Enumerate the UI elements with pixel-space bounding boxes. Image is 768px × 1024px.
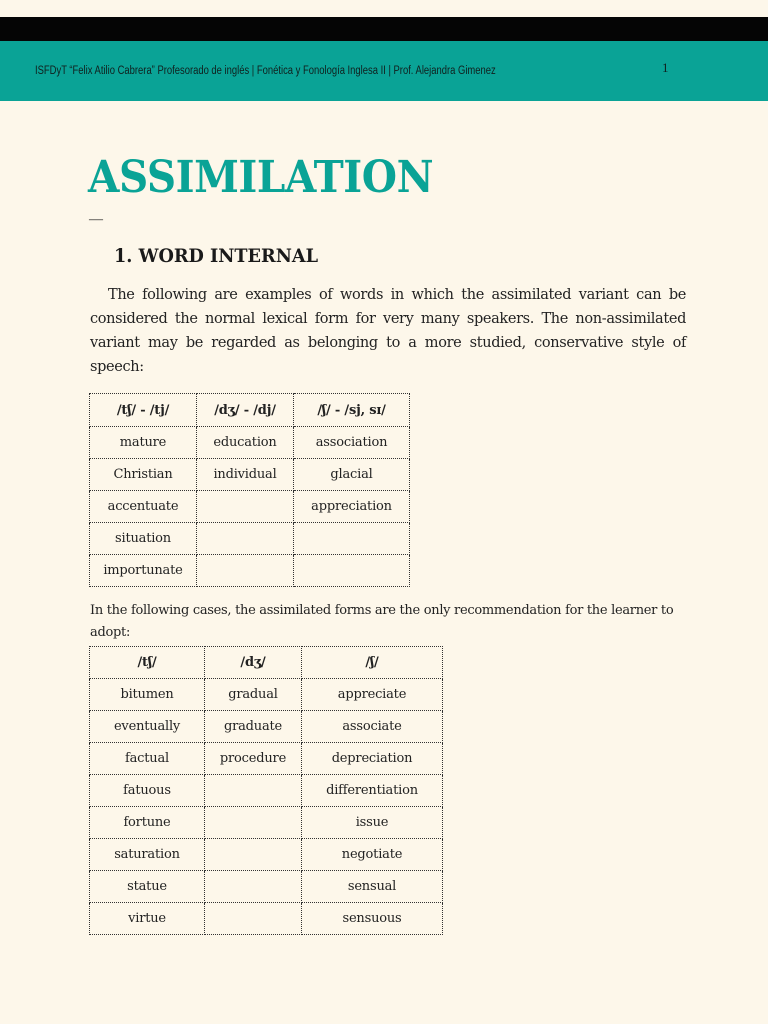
table-row [90,839,443,871]
top-bar [0,17,768,41]
table-row [90,807,443,839]
section-heading: 1. WORD INTERNAL [114,245,319,267]
table-cell: depreciation [302,743,443,775]
table-cell: fatuous [90,775,205,807]
table-cell: gradual [205,679,302,711]
table-cell [205,839,302,871]
table-cell: fortune [90,807,205,839]
table-header-row [90,394,410,427]
table-cell [294,523,410,555]
table-cell: sensuous [302,903,443,935]
table-cell [205,807,302,839]
table-cell [197,491,294,523]
table-row [90,775,443,807]
table-cell: association [294,427,410,459]
table-cell: graduate [205,711,302,743]
table-word-internal-recommended [89,646,443,935]
column-header: /ʃ/ - /sj, sɪ/ [294,394,410,427]
table-cell: issue [302,807,443,839]
table-row [90,427,410,459]
table-row [90,555,410,587]
table-cell: Christian [90,459,197,491]
table-row [90,679,443,711]
table-cell: education [197,427,294,459]
page-title: ASSIMILATION [88,152,434,203]
table-cell: accentuate [90,491,197,523]
table-cell: situation [90,523,197,555]
table-cell: appreciation [294,491,410,523]
table-cell [205,903,302,935]
title-dash: — [89,212,103,227]
column-header: /ʃ/ [302,647,443,679]
table-header-row [90,647,443,679]
table-cell: associate [302,711,443,743]
table-cell [205,775,302,807]
table-cell: statue [90,871,205,903]
table-row [90,743,443,775]
table-cell [197,523,294,555]
table-cell: importunate [90,555,197,587]
table-row [90,491,410,523]
table-cell: factual [90,743,205,775]
column-header: /dʒ/ - /dj/ [197,394,294,427]
table-cell: eventually [90,711,205,743]
table-cell: bitumen [90,679,205,711]
table-row [90,871,443,903]
column-header: /tʃ/ [90,647,205,679]
table-cell: individual [197,459,294,491]
column-header: /dʒ/ [205,647,302,679]
table-cell [205,871,302,903]
header-text: ISFDyT “Felix Atilio Cabrera” Profesorado de inglés | Fonética y Fonología Inglesa II | Prof. Alejandra Gimenez [35,65,496,77]
table-row [90,459,410,491]
table-cell: sensual [302,871,443,903]
table-cell: glacial [294,459,410,491]
table-row [90,523,410,555]
table-cell: procedure [205,743,302,775]
table-cell: appreciate [302,679,443,711]
table-cell: negotiate [302,839,443,871]
table-cell [294,555,410,587]
table-word-internal-optional [89,393,410,587]
table-cell: virtue [90,903,205,935]
note-paragraph: In the following cases, the assimilated forms are the only recommendation for the learner to adopt: [90,603,674,640]
intro-paragraph: The following are examples of words in which the assimilated variant can be considered the normal lexical form for very many speakers. The non-assimilated variant may be regarded as belonging to a more studied, conservative style of speech: [90,287,686,375]
table-cell [197,555,294,587]
table-cell: differentiation [302,775,443,807]
table-row [90,903,443,935]
table-cell: mature [90,427,197,459]
page-number: 1 [662,60,669,75]
table-cell: saturation [90,839,205,871]
column-header: /tʃ/ - /tj/ [90,394,197,427]
table-row [90,711,443,743]
